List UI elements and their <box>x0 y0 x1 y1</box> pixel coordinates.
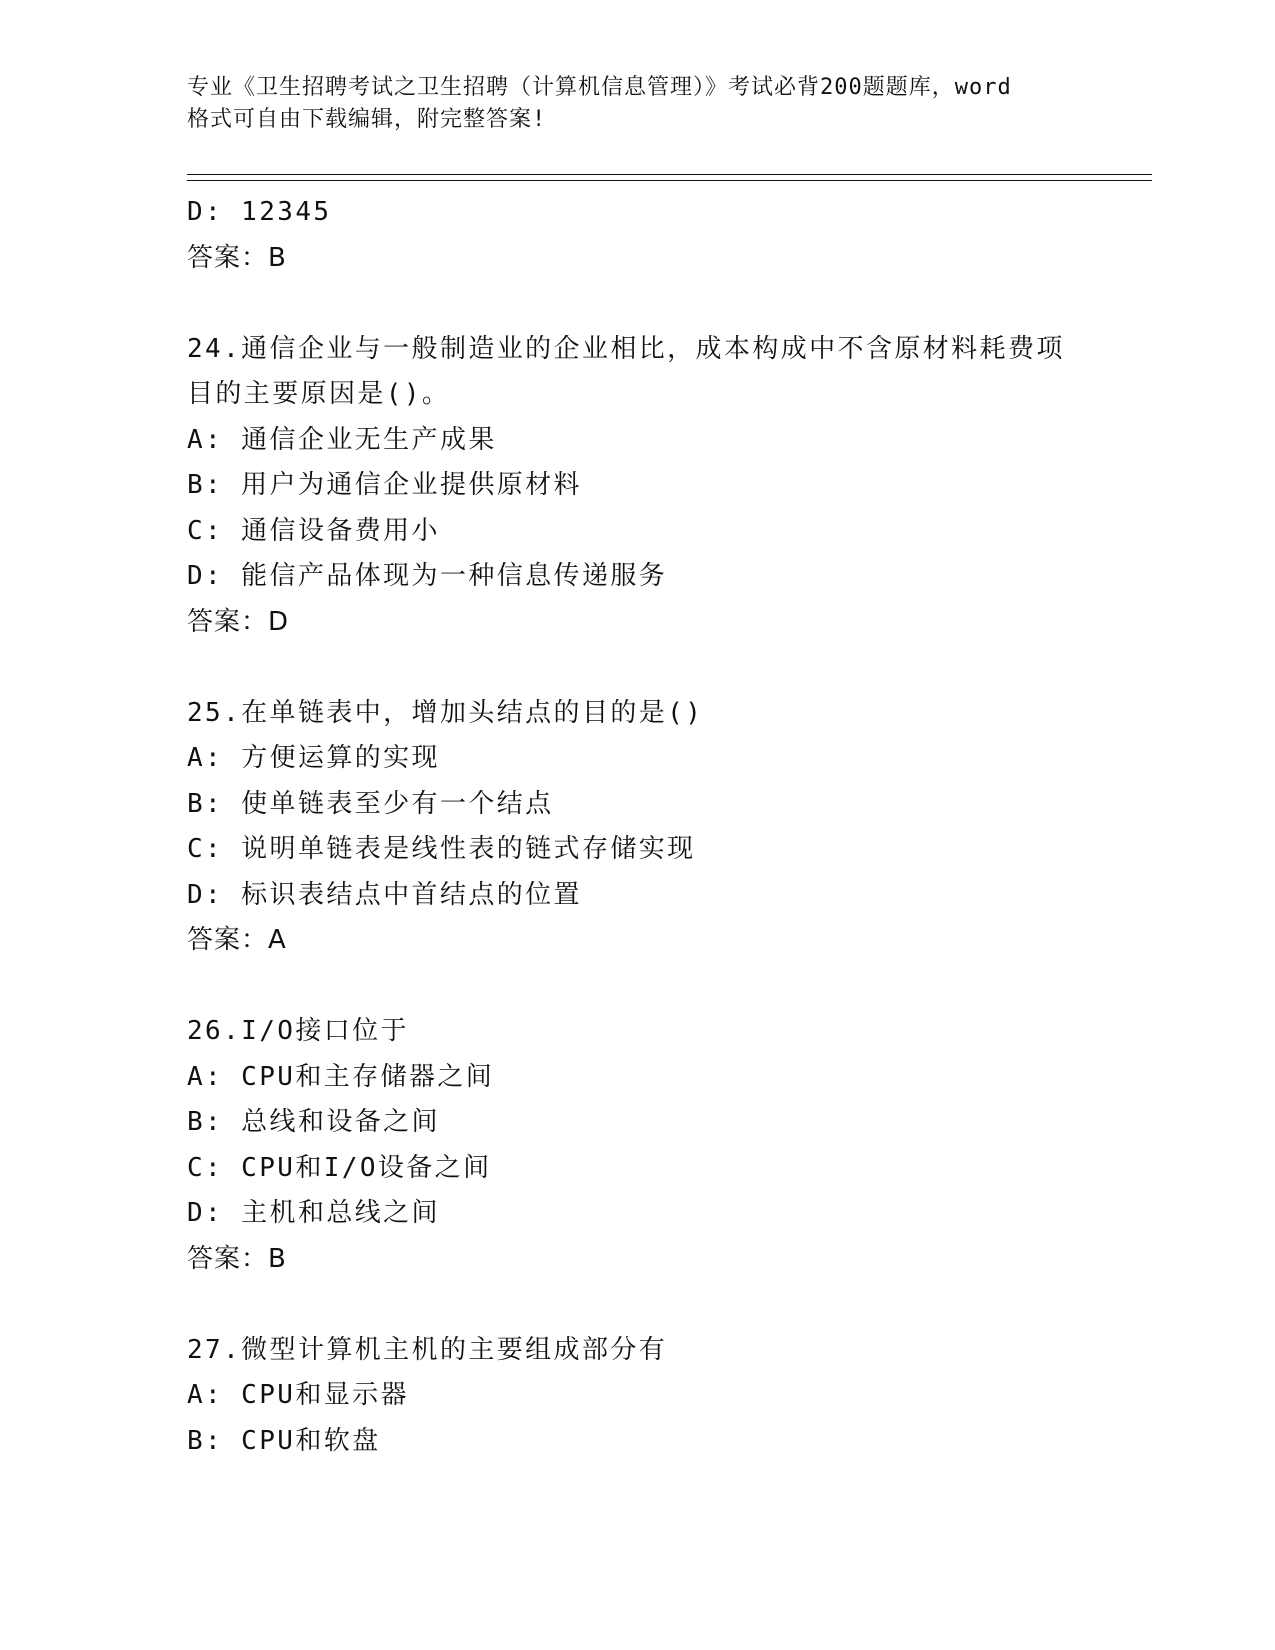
header-line-2: 格式可自由下载编辑，附完整答案! <box>187 107 547 132</box>
option-b: B: 用户为通信企业提供原材料 <box>187 470 582 500</box>
question-content <box>187 190 1152 1464</box>
answer: 答案：D <box>187 606 290 637</box>
document-header <box>187 72 1087 136</box>
spacer <box>187 964 1152 1010</box>
header-line-1: 专业《卫生招聘考试之卫生招聘（计算机信息管理）》考试必背200题题库，word <box>187 75 1012 100</box>
option-c: C: CPU和I/O设备之间 <box>187 1152 492 1183</box>
question-stem: 24.通信企业与一般制造业的企业相比，成本构成中不含原材料耗费项 <box>187 333 1065 364</box>
header-divider-bottom <box>187 180 1152 181</box>
question-stem: 27.微型计算机主机的主要组成部分有 <box>187 1334 668 1365</box>
answer: 答案：B <box>187 1243 287 1274</box>
option-b: B: 使单链表至少有一个结点 <box>187 788 554 819</box>
option-b: B: 总线和设备之间 <box>187 1107 440 1137</box>
question-stem: 25.在单链表中，增加头结点的目的是() <box>187 697 704 728</box>
spacer <box>187 281 1152 327</box>
option-d: D: 能信产品体现为一种信息传递服务 <box>187 561 668 591</box>
question-stem: 26.I/O接口位于 <box>187 1016 409 1046</box>
question-24 <box>187 327 1152 646</box>
option-a: A: 方便运算的实现 <box>187 743 440 773</box>
header-divider-top <box>187 174 1152 175</box>
answer: 答案：B <box>187 242 287 273</box>
answer: 答案：A <box>187 925 287 955</box>
option-d: D: 12345 <box>187 197 332 227</box>
option-d: D: 标识表结点中首结点的位置 <box>187 879 582 910</box>
question-25 <box>187 691 1152 964</box>
option-a: A: CPU和显示器 <box>187 1380 409 1410</box>
question-27 <box>187 1328 1152 1465</box>
option-b: B: CPU和软盘 <box>187 1425 381 1456</box>
option-d: D: 主机和总线之间 <box>187 1198 440 1228</box>
question-26 <box>187 1009 1152 1282</box>
option-c: C: 说明单链表是线性表的链式存储实现 <box>187 834 696 864</box>
question-stem-continued: 目的主要原因是()。 <box>187 379 451 409</box>
option-a: A: CPU和主存储器之间 <box>187 1061 495 1092</box>
option-a: A: 通信企业无生产成果 <box>187 424 497 455</box>
spacer <box>187 1282 1152 1328</box>
option-c: C: 通信设备费用小 <box>187 515 440 546</box>
spacer <box>187 645 1152 691</box>
